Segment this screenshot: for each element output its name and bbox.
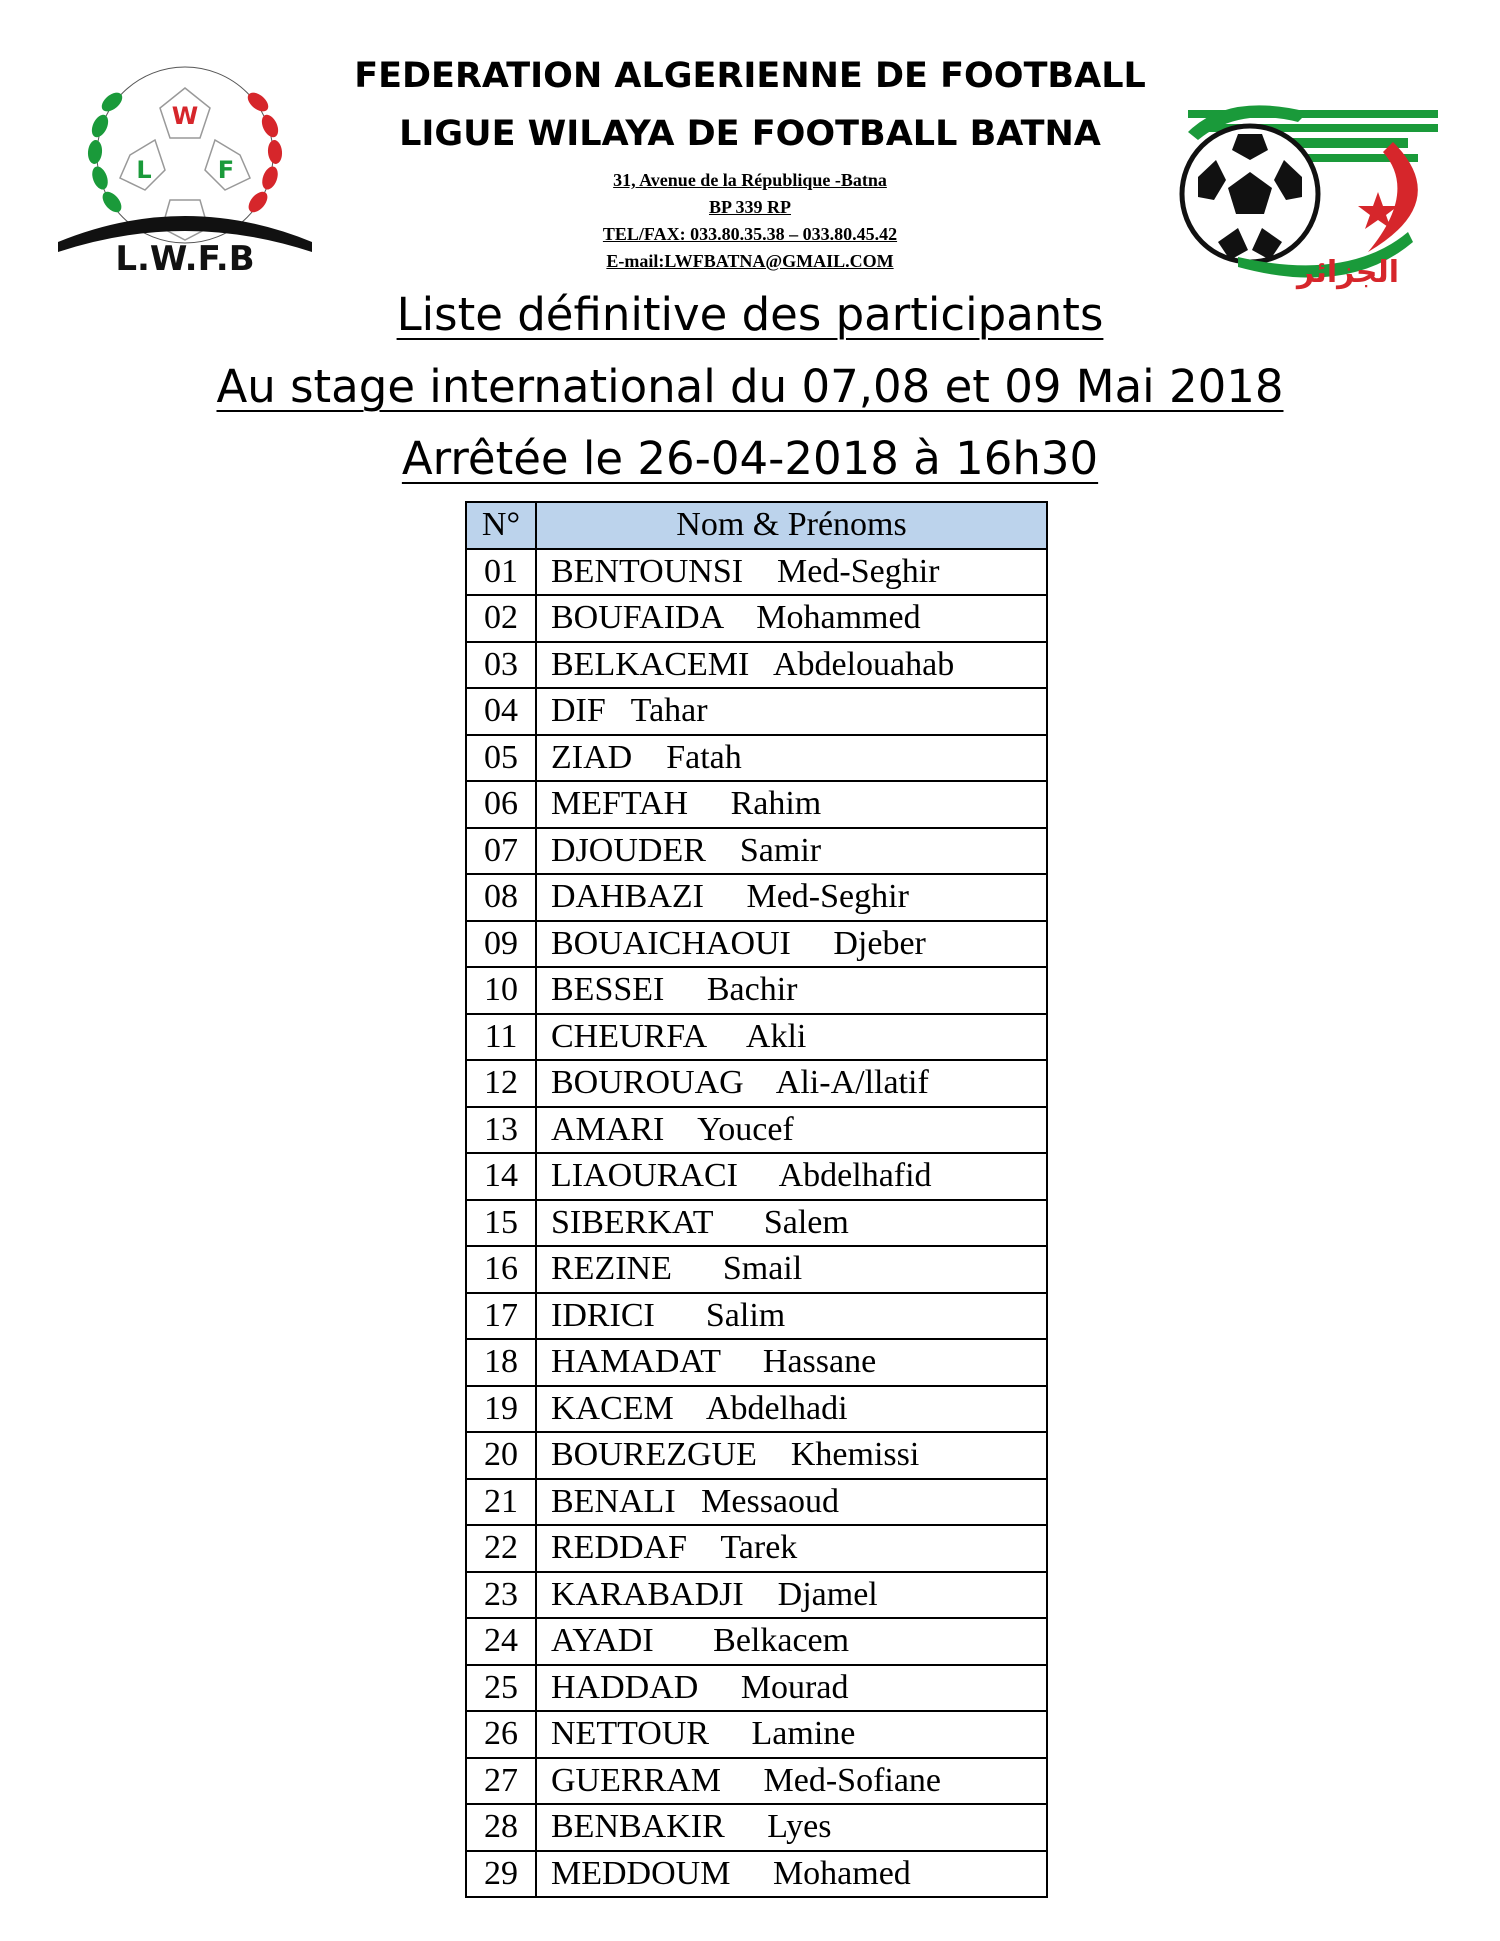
row-name: SIBERKAT Salem xyxy=(536,1200,1047,1247)
row-name: AYADI Belkacem xyxy=(536,1618,1047,1665)
participants-table xyxy=(465,501,1048,1898)
logo-letter-l: L xyxy=(136,156,152,184)
row-name: MEDDOUM Mohamed xyxy=(536,1851,1047,1898)
row-name: NETTOUR Lamine xyxy=(536,1711,1047,1758)
row-name: HAMADAT Hassane xyxy=(536,1339,1047,1386)
row-number: 11 xyxy=(466,1014,536,1061)
header-name: Nom & Prénoms xyxy=(536,502,1047,549)
table-row xyxy=(466,1665,1047,1712)
row-number: 02 xyxy=(466,595,536,642)
bp-text: BP 339 RP xyxy=(708,197,791,217)
row-name: BOUROUAG Ali-A/llatif xyxy=(536,1060,1047,1107)
row-name: ZIAD Fatah xyxy=(536,735,1047,782)
league-title: LIGUE WILAYA DE FOOTBALL BATNA xyxy=(399,114,1101,154)
table-row xyxy=(466,1618,1047,1665)
row-name: BELKACEMI Abdelouahab xyxy=(536,642,1047,689)
row-name: HADDAD Mourad xyxy=(536,1665,1047,1712)
row-number: 09 xyxy=(466,921,536,968)
row-number: 22 xyxy=(466,1525,536,1572)
row-number: 12 xyxy=(466,1060,536,1107)
table-row xyxy=(466,1432,1047,1479)
email-text: E-mail:LWFBATNA@GMAIL.COM xyxy=(606,251,894,271)
address-text: 31, Avenue de la République -Batna xyxy=(613,170,887,190)
row-number: 05 xyxy=(466,735,536,782)
row-name: KARABADJI Djamel xyxy=(536,1572,1047,1619)
row-number: 17 xyxy=(466,1293,536,1340)
table-row xyxy=(466,1014,1047,1061)
row-name: DAHBAZI Med-Seghir xyxy=(536,874,1047,921)
table-row xyxy=(466,1851,1047,1898)
table-row xyxy=(466,1804,1047,1851)
row-name: BESSEI Bachir xyxy=(536,967,1047,1014)
row-number: 16 xyxy=(466,1246,536,1293)
logo-letter-w: W xyxy=(171,102,199,130)
row-name: DIF Tahar xyxy=(536,688,1047,735)
row-number: 14 xyxy=(466,1153,536,1200)
row-name: LIAOURACI Abdelhafid xyxy=(536,1153,1047,1200)
row-number: 25 xyxy=(466,1665,536,1712)
document-subtitle: Au stage international du 07,08 et 09 Mai 2018 xyxy=(216,360,1284,413)
row-number: 06 xyxy=(466,781,536,828)
row-number: 07 xyxy=(466,828,536,875)
table-row xyxy=(466,1339,1047,1386)
row-name: REDDAF Tarek xyxy=(536,1525,1047,1572)
table-row xyxy=(466,735,1047,782)
row-name: GUERRAM Med-Sofiane xyxy=(536,1758,1047,1805)
table-row xyxy=(466,1525,1047,1572)
row-number: 28 xyxy=(466,1804,536,1851)
table-body xyxy=(466,549,1047,1898)
table-row xyxy=(466,1572,1047,1619)
row-number: 01 xyxy=(466,549,536,596)
row-name: KACEM Abdelhadi xyxy=(536,1386,1047,1433)
logo-right-text: الجزائر xyxy=(1296,255,1400,290)
row-number: 15 xyxy=(466,1200,536,1247)
table-row xyxy=(466,1200,1047,1247)
document-title: Liste définitive des participants xyxy=(396,288,1104,341)
table-row xyxy=(466,595,1047,642)
row-number: 23 xyxy=(466,1572,536,1619)
header-number: N° xyxy=(466,502,536,549)
table-row xyxy=(466,1758,1047,1805)
table-row xyxy=(466,967,1047,1014)
row-name: BENBAKIR Lyes xyxy=(536,1804,1047,1851)
table-row xyxy=(466,874,1047,921)
row-name: CHEURFA Akli xyxy=(536,1014,1047,1061)
table-row xyxy=(466,828,1047,875)
table-row xyxy=(466,549,1047,596)
table-row xyxy=(466,1153,1047,1200)
document-date: Arrêtée le 26-04-2018 à 16h30 xyxy=(401,432,1099,485)
table-row xyxy=(466,1060,1047,1107)
row-number: 21 xyxy=(466,1479,536,1526)
row-name: BOUFAIDA Mohammed xyxy=(536,595,1047,642)
row-name: AMARI Youcef xyxy=(536,1107,1047,1154)
logo-letter-f: F xyxy=(217,156,235,184)
row-number: 13 xyxy=(466,1107,536,1154)
table-row xyxy=(466,1479,1047,1526)
row-number: 20 xyxy=(466,1432,536,1479)
row-name: MEFTAH Rahim xyxy=(536,781,1047,828)
row-name: BENALI Messaoud xyxy=(536,1479,1047,1526)
table-row xyxy=(466,688,1047,735)
row-number: 26 xyxy=(466,1711,536,1758)
row-number: 08 xyxy=(466,874,536,921)
table-row xyxy=(466,642,1047,689)
table-row xyxy=(466,1293,1047,1340)
logo-left-text: L.W.F.B xyxy=(115,239,255,275)
row-name: BENTOUNSI Med-Seghir xyxy=(536,549,1047,596)
row-name: IDRICI Salim xyxy=(536,1293,1047,1340)
row-name: BOUREZGUE Khemissi xyxy=(536,1432,1047,1479)
row-number: 10 xyxy=(466,967,536,1014)
table-row xyxy=(466,1246,1047,1293)
row-name: BOUAICHAOUI Djeber xyxy=(536,921,1047,968)
row-number: 24 xyxy=(466,1618,536,1665)
table-row xyxy=(466,1386,1047,1433)
row-number: 27 xyxy=(466,1758,536,1805)
table-row xyxy=(466,781,1047,828)
row-name: REZINE Smail xyxy=(536,1246,1047,1293)
row-number: 04 xyxy=(466,688,536,735)
telfax-text: TEL/FAX: 033.80.35.38 – 033.80.45.42 xyxy=(602,224,898,244)
table-header-row xyxy=(466,502,1047,549)
row-name: DJOUDER Samir xyxy=(536,828,1047,875)
row-number: 29 xyxy=(466,1851,536,1898)
table-row xyxy=(466,1107,1047,1154)
table-row xyxy=(466,1711,1047,1758)
federation-title: FEDERATION ALGERIENNE DE FOOTBALL xyxy=(354,56,1146,96)
row-number: 03 xyxy=(466,642,536,689)
row-number: 19 xyxy=(466,1386,536,1433)
table-row xyxy=(466,921,1047,968)
row-number: 18 xyxy=(466,1339,536,1386)
